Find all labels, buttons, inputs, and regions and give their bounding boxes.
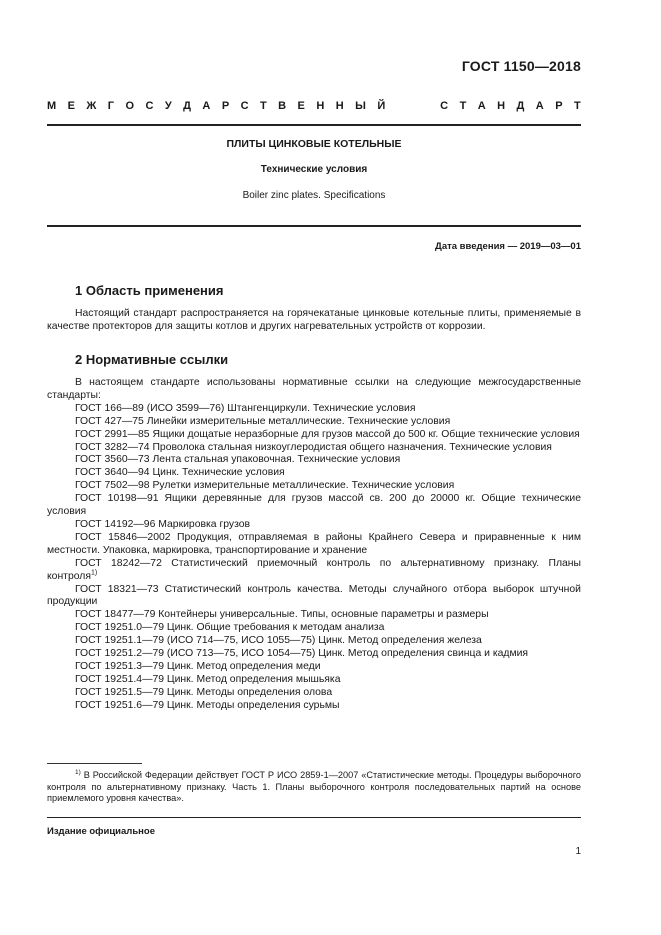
reference-text: ГОСТ 18477—79 Контейнеры универсальные. Типы, основные параметры и размеры	[75, 609, 489, 621]
reference-text: ГОСТ 10198—91 Ящики деревянные для грузов массой св. 200 до 20000 кг. Общие технические условия	[47, 493, 581, 518]
interstate-letter: О	[125, 100, 135, 112]
interstate-letter	[397, 100, 400, 112]
reference-item	[47, 467, 581, 480]
reference-item	[47, 609, 581, 622]
reference-text: ГОСТ 166—89 (ИСО 3599—76) Штангенциркули. Технические условия	[75, 402, 416, 414]
reference-item	[47, 532, 581, 558]
reference-text: ГОСТ 19251.1—79 (ИСО 714—75, ИСО 1055—75) Цинк. Метод определения железа	[75, 635, 482, 647]
interstate-letter: Т	[459, 100, 467, 112]
document-title: ПЛИТЫ ЦИНКОВЫЕ КОТЕЛЬНЫЕ	[226, 138, 402, 150]
scope-paragraph: Настоящий стандарт распространяется на горячекатаные цинковые котельные плиты, применяемые в качестве протекторов для защиты котлов и других нагревательных устройств от коррозии.	[47, 308, 581, 332]
interstate-letter: Ы	[355, 100, 366, 112]
interstate-letter: Е	[297, 100, 305, 112]
reference-item	[47, 493, 581, 519]
document-title-english: Boiler zinc plates. Specifications	[242, 190, 386, 201]
interstate-letter: Р	[555, 100, 563, 112]
reference-item	[47, 687, 581, 700]
reference-text: ГОСТ 19251.2—79 (ИСО 713—75, ИСО 1054—75) Цинк. Метод определения свинца и кадмия	[75, 648, 529, 660]
footnote-reference-mark: 1)	[90, 569, 98, 577]
reference-text: ГОСТ 19251.0—79 Цинк. Общие требования к методам анализа	[75, 622, 385, 634]
interstate-letter: Д	[183, 100, 191, 112]
reference-text: ГОСТ 3640—94 Цинк. Технические условия	[75, 467, 285, 479]
reference-item	[47, 519, 581, 532]
section-heading-references: 2 Нормативные ссылки	[75, 352, 229, 367]
reference-text: ГОСТ 2991—85 Ящики дощатые неразборные для грузов массой до 500 кг. Общие технические условия	[75, 428, 580, 440]
interstate-letter	[411, 100, 414, 112]
interstate-letter: С	[240, 100, 249, 112]
reference-text: ГОСТ 19251.5—79 Цинк. Методы определения олова	[75, 686, 333, 698]
reference-item	[47, 648, 581, 661]
document-number: ГОСТ 1150—2018	[461, 58, 581, 74]
official-edition-label: Издание официальное	[47, 826, 155, 837]
reference-list	[47, 403, 581, 713]
header-rule	[47, 124, 581, 126]
introduction-date: Дата введения — 2019—03—01	[435, 241, 581, 252]
title-rule	[47, 225, 581, 227]
interstate-letter: Н	[316, 100, 325, 112]
reference-text: ГОСТ 15846—2002 Продукция, отправляемая в районы Крайнего Севера и приравненные к ним местности. Упаковка, маркировка, транспортирование и хранение	[47, 531, 581, 556]
page-number: 1	[575, 846, 581, 857]
interstate-letter: Р	[221, 100, 230, 112]
reference-item	[47, 635, 581, 648]
reference-item	[47, 622, 581, 635]
reference-item	[47, 416, 581, 429]
interstate-letter: А	[202, 100, 211, 112]
document-subtitle: Технические условия	[260, 164, 368, 175]
reference-item	[47, 442, 581, 455]
interstate-letter: М	[47, 100, 57, 112]
references-intro: В настоящем стандарте использованы нормативные ссылки на следующие межгосударственные стандарты:	[47, 377, 581, 401]
interstate-letter: С	[145, 100, 154, 112]
reference-text: ГОСТ 14192—96 Маркировка грузов	[75, 518, 251, 530]
footnote-mark: 1)	[75, 768, 81, 776]
reference-item	[47, 429, 581, 442]
interstate-standard-label	[47, 100, 581, 112]
section-heading-scope: 1 Область применения	[75, 283, 224, 298]
reference-item	[47, 661, 581, 674]
interstate-letter: В	[278, 100, 287, 112]
footnote-separator	[47, 763, 142, 764]
reference-text: ГОСТ 3282—74 Проволока стальная низкоуглеродистая общего назначения. Технические условия	[75, 441, 552, 453]
interstate-letter: Й	[377, 100, 386, 112]
reference-item	[47, 558, 581, 584]
reference-text: ГОСТ 19251.6—79 Цинк. Методы определения сурьмы	[75, 699, 340, 711]
interstate-letter: Е	[67, 100, 75, 112]
interstate-letter: Т	[573, 100, 581, 112]
interstate-letter: Т	[259, 100, 267, 112]
reference-text: ГОСТ 7502—98 Рулетки измерительные металлические. Технические условия	[75, 480, 455, 492]
reference-text: ГОСТ 18321—73 Статистический контроль качества. Методы случайного отбора выборок штучной продукции	[47, 583, 581, 608]
interstate-letter: Г	[107, 100, 115, 112]
footer-rule	[47, 817, 581, 818]
reference-item	[47, 480, 581, 493]
interstate-letter: Н	[335, 100, 344, 112]
reference-text: ГОСТ 19251.3—79 Цинк. Метод определения меди	[75, 660, 321, 672]
interstate-letter: А	[477, 100, 486, 112]
reference-item	[47, 700, 581, 713]
reference-item	[47, 674, 581, 687]
reference-text: ГОСТ 3560—73 Лента стальная упаковочная. Технические условия	[75, 454, 401, 466]
footnote	[47, 770, 581, 805]
reference-text: ГОСТ 427—75 Линейки измерительные металлические. Технические условия	[75, 415, 451, 427]
interstate-letter: У	[164, 100, 172, 112]
footnote-text: В Российской Федерации действует ГОСТ Р ИСО 2859-1—2007 «Статистические методы. Процедуры выборочного контроля по альтернативному признаку. Часть 1. Планы выборочного контроля последовательных партий на основе приемлемого уровня качества».	[47, 770, 581, 804]
interstate-letter: Н	[497, 100, 506, 112]
reference-item	[47, 584, 581, 610]
reference-item	[47, 403, 581, 416]
reference-text: ГОСТ 18242—72 Статистический приемочный контроль по альтернативному признаку. Планы контроля	[47, 557, 581, 582]
reference-text: ГОСТ 19251.4—79 Цинк. Метод определения мышьяка	[75, 673, 341, 685]
interstate-letter	[426, 100, 429, 112]
normative-references	[47, 377, 581, 713]
interstate-letter: С	[440, 100, 449, 112]
interstate-letter: А	[535, 100, 544, 112]
interstate-letter: Ж	[86, 100, 97, 112]
reference-item	[47, 454, 581, 467]
interstate-letter: Д	[516, 100, 525, 112]
